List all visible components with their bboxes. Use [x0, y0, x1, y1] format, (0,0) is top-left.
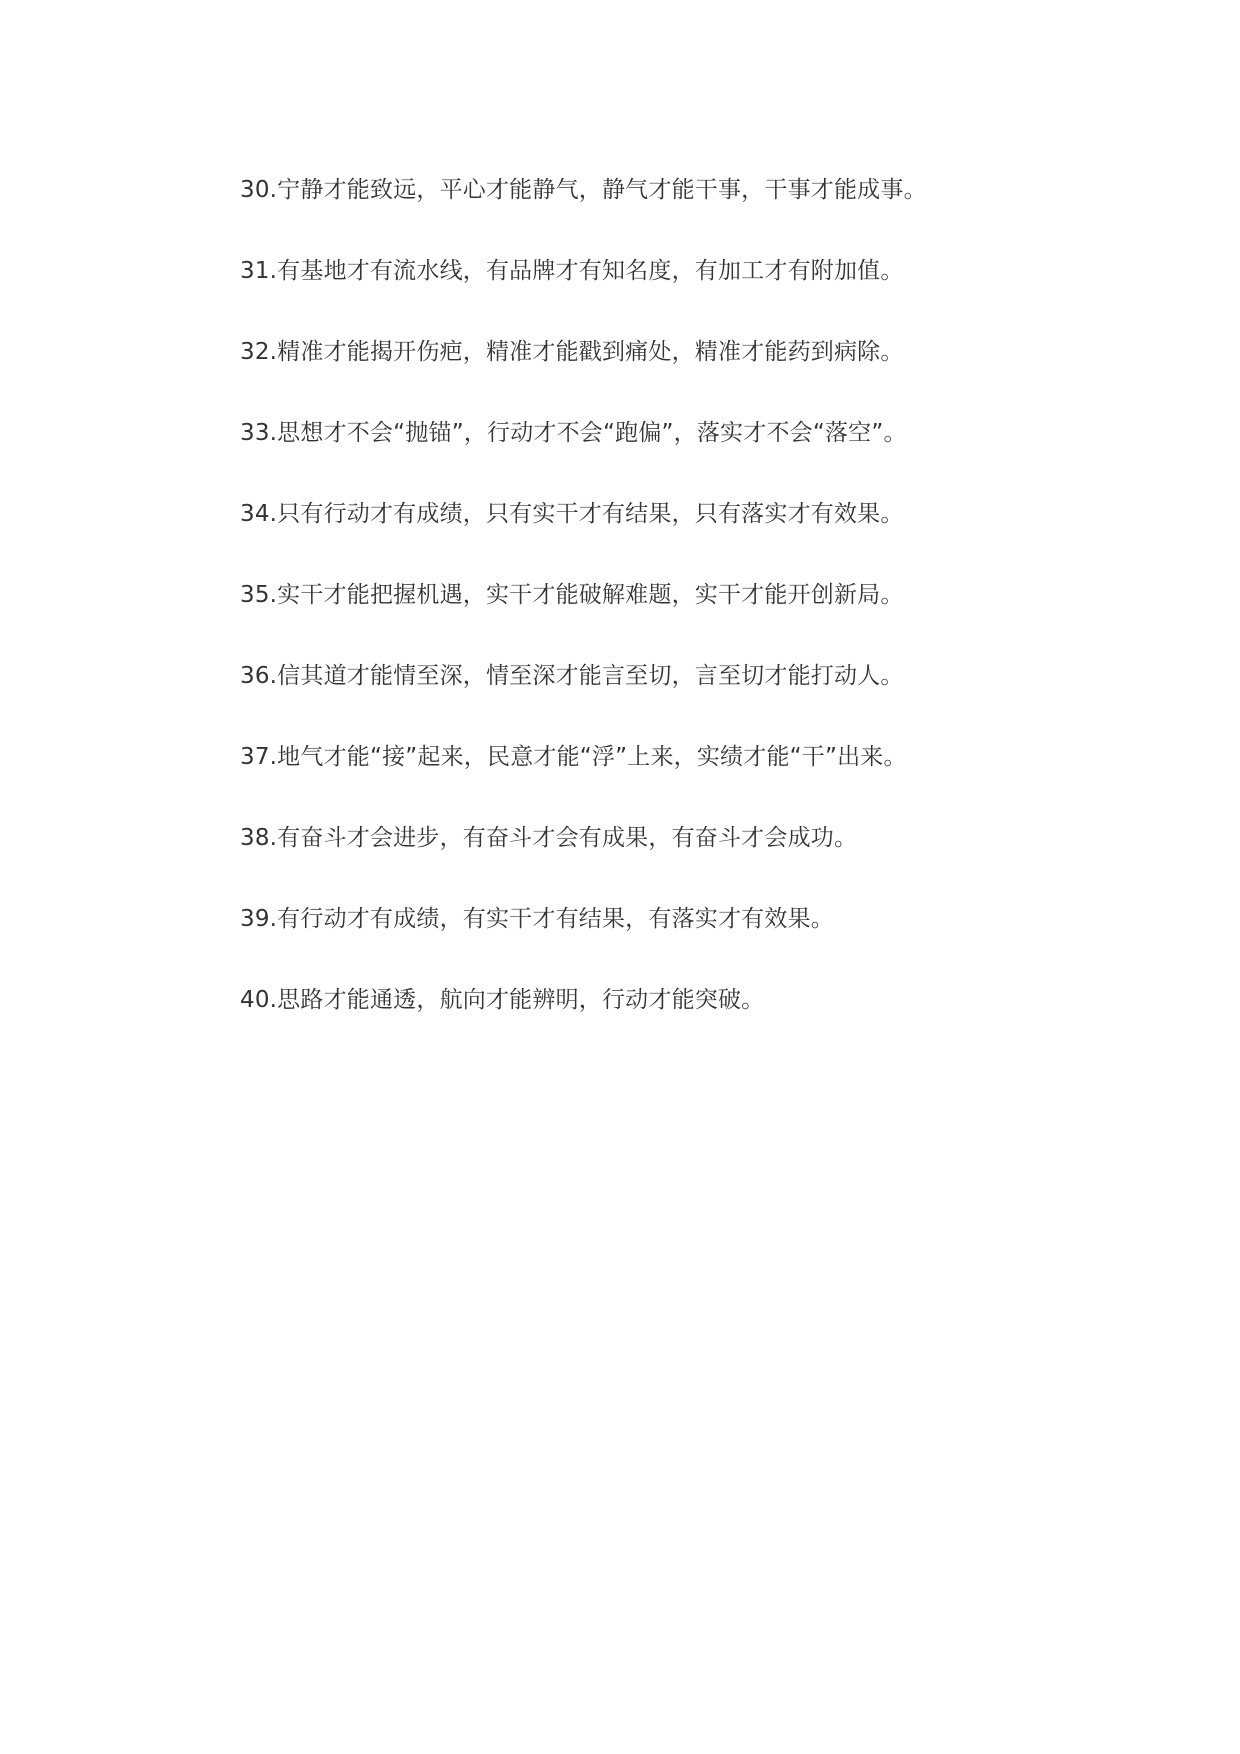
list-item: 36.信其道才能情至深，情至深才能言至切，言至切才能打动人。 — [240, 663, 904, 689]
list-item: 30.宁静才能致远，平心才能静气，静气才能干事，干事才能成事。 — [240, 177, 927, 203]
list-item: 40.思路才能通透，航向才能辨明，行动才能突破。 — [240, 987, 765, 1013]
list-item: 37.地气才能“接”起来，民意才能“浮”上来，实绩才能“干”出来。 — [240, 744, 907, 770]
list-item: 32.精准才能揭开伤疤，精准才能戳到痛处，精准才能药到病除。 — [240, 339, 904, 365]
list-item: 35.实干才能把握机遇，实干才能破解难题，实干才能开创新局。 — [240, 582, 904, 608]
list-item: 34.只有行动才有成绩，只有实干才有结果，只有落实才有效果。 — [240, 501, 904, 527]
list-item: 38.有奋斗才会进步，有奋斗才会有成果，有奋斗才会成功。 — [240, 825, 858, 851]
list-item: 31.有基地才有流水线，有品牌才有知名度，有加工才有附加值。 — [240, 258, 904, 284]
list-item: 33.思想才不会“抛锚”，行动才不会“跑偏”，落实才不会“落空”。 — [240, 420, 907, 446]
list-item: 39.有行动才有成绩，有实干才有结果，有落实才有效果。 — [240, 906, 834, 932]
document-body — [240, 176, 1060, 1067]
